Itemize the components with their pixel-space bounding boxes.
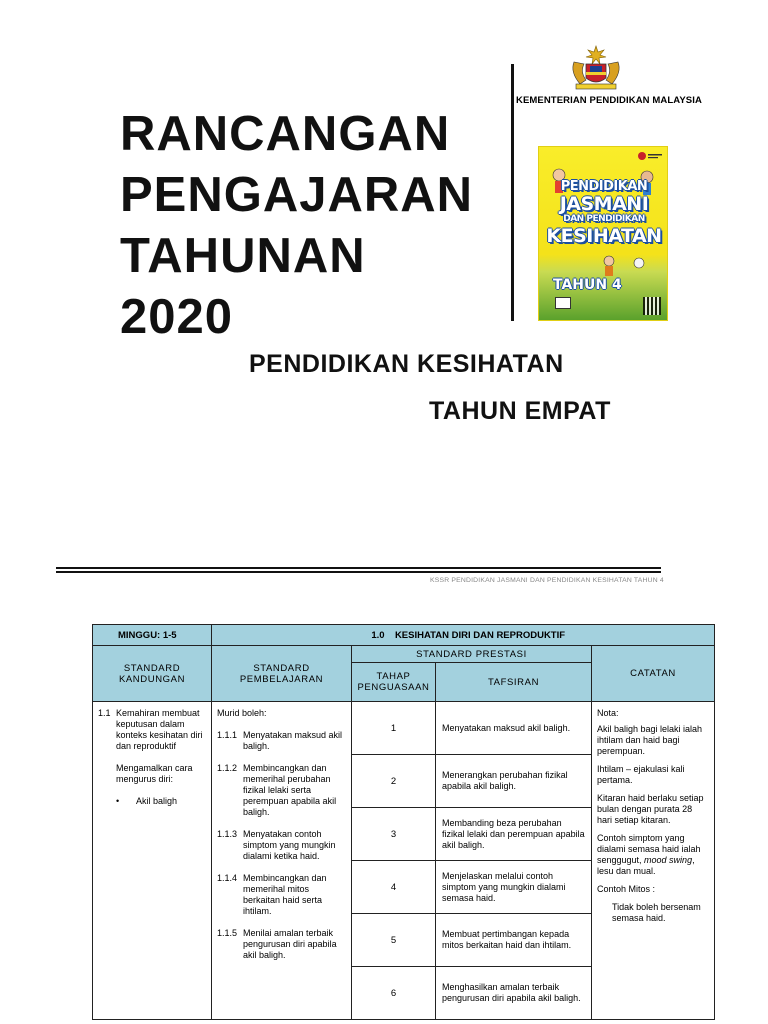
catatan-p4-b: , lesu dan mual.	[597, 855, 695, 876]
sp-number: 1.1.4	[217, 873, 238, 883]
sp-text: Membincangkan dan memerihal mitos berkaitan haid serta ihtilam.	[243, 873, 327, 916]
book-year: TAHUN 4	[553, 277, 622, 293]
catatan-nota: Nota:	[597, 708, 619, 718]
vertical-divider	[511, 64, 514, 321]
sp-item	[217, 928, 346, 961]
sp-number: 1.1.1	[217, 730, 238, 740]
textbook-cover	[538, 146, 668, 321]
tafsiran-cell: Menghasilkan amalan terbaik pengurusan diri apabila akil baligh.	[436, 967, 592, 1020]
title-line-3: TAHUNAN	[120, 229, 366, 283]
topic-title: KESIHATAN DIRI DAN REPRODUKTIF	[394, 629, 566, 641]
sp-item	[217, 873, 346, 917]
catatan-p5: Contoh Mitos :	[597, 884, 656, 894]
book-title-line-1: PENDIDIKAN	[560, 179, 648, 194]
header-sk-label: STANDARD KANDUNGAN	[118, 662, 186, 685]
topic-cell	[212, 625, 715, 646]
header-standard-pembelajaran	[212, 646, 352, 702]
sp-text: Menyatakan contoh simptom yang mungkin dialami ketika haid.	[243, 829, 336, 861]
title-line-4: 2020	[120, 290, 234, 344]
tahap-cell: 5	[352, 914, 436, 967]
standard-kandungan-cell	[93, 702, 212, 1020]
catatan-p2: Ihtilam – ejakulasi kali pertama.	[597, 764, 685, 785]
header-rule-top	[56, 567, 661, 569]
header-tahap-penguasaan	[352, 663, 436, 702]
catatan-p4	[597, 833, 709, 877]
header-tahap-label: TAHAP PENGUASAAN	[357, 671, 430, 693]
tahap-cell: 4	[352, 861, 436, 914]
page-header-note: KSSR PENDIDIKAN JASMANI DAN PENDIDIKAN KESIHATAN TAHUN 4	[430, 577, 664, 584]
catatan-cell	[592, 702, 715, 1020]
book-title-line-2: JASMANI	[559, 193, 649, 215]
sp-text: Menilai amalan terbaik pengurusan diri apabila akil baligh.	[243, 928, 337, 960]
sk-bullet-text: Akil baligh	[136, 796, 178, 806]
tafsiran-cell: Membanding beza perubahan fizikal lelaki dan perempuan apabila akil baligh.	[436, 808, 592, 861]
sk-bullet-item	[98, 796, 206, 807]
rpt-table	[92, 624, 715, 1020]
tahap-cell: 2	[352, 755, 436, 808]
header-tafsiran: TAFSIRAN	[436, 663, 592, 702]
header-sp-label: STANDARD PEMBELAJARAN	[239, 662, 324, 685]
sk-number: 1.1	[98, 708, 111, 718]
bullet-icon: •	[116, 796, 120, 806]
header-rule-bottom	[56, 571, 661, 573]
sp-text: Membincangkan dan memerihal perubahan fizikal lelaki serta perempuan apabila akil baligh.	[243, 763, 337, 817]
sp-intro: Murid boleh:	[217, 708, 267, 718]
header-standard-kandungan	[93, 646, 212, 702]
tafsiran-cell: Menjelaskan melalui contoh simptom yang mungkin dialami semasa haid.	[436, 861, 592, 914]
tafsiran-cell: Membuat pertimbangan kepada mitos berkaitan haid dan ihtilam.	[436, 914, 592, 967]
catatan-p1: Akil baligh bagi lelaki ialah ihtilam dan haid bagi perempuan.	[597, 724, 703, 756]
table-row	[93, 702, 715, 755]
table-topic-row	[93, 625, 715, 646]
sp-text: Menyatakan maksud akil baligh.	[243, 730, 343, 751]
sp-number: 1.1.5	[217, 928, 238, 938]
tahap-cell: 3	[352, 808, 436, 861]
table-header-row	[93, 646, 715, 663]
sk-item	[98, 708, 206, 752]
sp-number: 1.1.3	[217, 829, 238, 839]
sp-item	[217, 730, 346, 752]
subject-title: PENDIDIKAN KESIHATAN	[249, 350, 564, 378]
book-title-line-3: DAN PENDIDIKAN	[563, 214, 645, 224]
tahap-cell: 6	[352, 967, 436, 1020]
publisher-logo-icon	[555, 297, 571, 309]
title-line-2: PENGAJARAN	[120, 168, 474, 222]
year-title: TAHUN EMPAT	[429, 397, 611, 425]
catatan-p4-a: Contoh simptom yang dialami semasa haid ialah senggugut,	[597, 833, 701, 865]
sk-text: Kemahiran membuat keputusan dalam konteks kesihatan diri dan reproduktif	[116, 708, 203, 751]
book-title-line-4: KESIHATAN	[546, 225, 662, 247]
sp-number: 1.1.2	[217, 763, 238, 773]
week-cell: MINGGU: 1-5	[93, 625, 212, 646]
standard-pembelajaran-cell	[212, 702, 352, 1020]
ministry-label: KEMENTERIAN PENDIDIKAN MALAYSIA	[516, 95, 702, 106]
catatan-p6: Tidak boleh bersenam semasa haid.	[612, 902, 701, 923]
sp-item	[217, 763, 346, 818]
tafsiran-cell: Menerangkan perubahan fizikal apabila akil baligh.	[436, 755, 592, 808]
topic-number: 1.0	[371, 629, 385, 641]
catatan-p4-italic: mood swing	[644, 855, 693, 865]
tafsiran-cell: Menyatakan maksud akil baligh.	[436, 702, 592, 755]
header-standard-prestasi: STANDARD PRESTASI	[352, 646, 592, 663]
cover-title	[120, 104, 510, 348]
coat-of-arms-icon	[568, 44, 624, 92]
qr-code-icon	[643, 297, 661, 315]
catatan-p3: Kitaran haid berlaku setiap bulan dengan purata 28 hari setiap kitaran.	[597, 793, 704, 825]
tahap-cell: 1	[352, 702, 436, 755]
title-line-1: RANCANGAN	[120, 107, 451, 161]
sp-item	[217, 829, 346, 862]
header-catatan: CATATAN	[592, 646, 715, 702]
sk-subtext: Mengamalkan cara mengurus diri:	[116, 763, 193, 784]
